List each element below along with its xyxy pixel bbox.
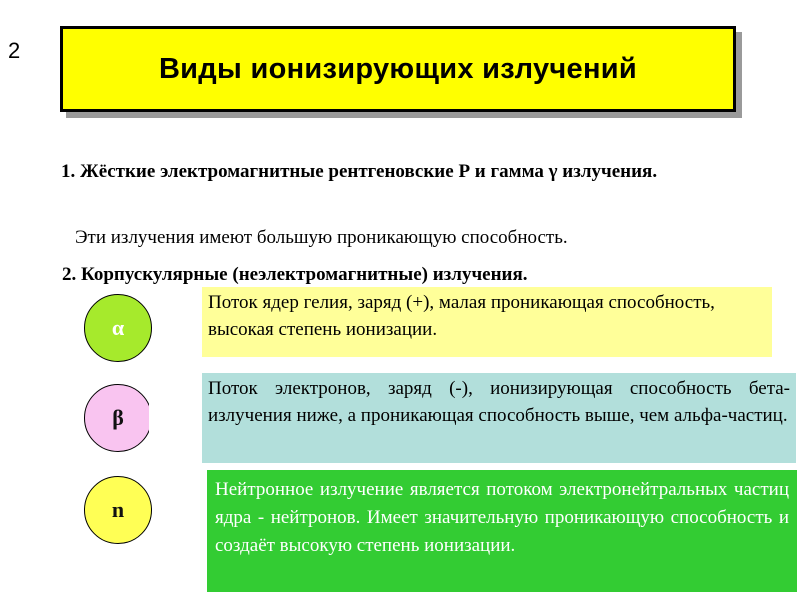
alpha-circle: α — [84, 294, 152, 362]
item-1-heading: 1. Жёсткие электромагнитные рентгеновские Р и гамма γ излучения. — [61, 161, 658, 182]
slide-number: 2 — [8, 38, 21, 63]
beta-description: Поток электронов, заряд (-), ионизирующая способность бета-излучения ниже, а проникающая способность выше, чем альфа-частиц. — [202, 373, 796, 463]
item-1-note: Эти излучения имеют большую проникающую способность. — [75, 227, 568, 248]
item-2-heading: 2. Корпускулярные (неэлектромагнитные) излучения. — [62, 264, 528, 285]
page-title: Виды ионизирующих излучений — [158, 52, 638, 85]
title-banner — [60, 26, 736, 112]
beta-circle: β — [84, 384, 152, 452]
alpha-description: Поток ядер гелия, заряд (+), малая проникающая способность, высокая степень ионизации. — [202, 287, 772, 357]
neutron-circle: n — [84, 476, 152, 544]
neutron-description: Нейтронное излучение является потоком электронейтральных частиц ядра - нейтронов. Имеет значительную проникающую способность и создаёт высокую степень ионизации. — [207, 470, 797, 592]
